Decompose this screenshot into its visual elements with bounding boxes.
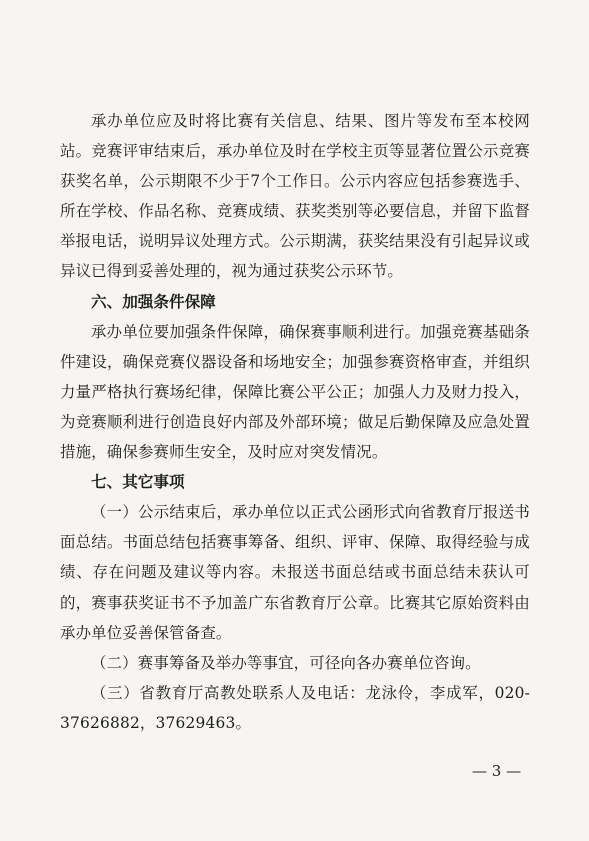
paragraph-contacts: （三）省教育厅高教处联系人及电话：龙泳伶，李成军，020-37626882，37629463。 <box>60 683 530 732</box>
heading-section-7: 七、其它事项 <box>91 473 185 492</box>
page-number: — 3 — <box>472 762 522 780</box>
paragraph-consultation: （二）赛事筹备及举办等事宜，可径向各办赛单位咨询。 <box>91 653 481 672</box>
paragraph-publicity: 承办单位应及时将比赛有关信息、结果、图片等发布至本校网站。竞赛评审结束后，承办单位及时在学校主页等显著位置公示竞赛获奖名单，公示期限不少于7个工作日。公示内容应包括参赛选手、所在学校、作品名称、竞赛成绩、获奖类别等必要信息，并留下监督举报电话，说明异议处理方式。公示期满，获奖结果没有引起异议或异议已得到妥善处理的，视为通过获奖公示环节。 <box>60 112 530 281</box>
paragraph-conditions: 承办单位要加强条件保障，确保赛事顺利进行。加强竞赛基础条件建设，确保竞赛仪器设备和场地安全；加强参赛资格审查，并组织力量严格执行赛场纪律，保障比赛公平公正；加强人力及财力投入，为竞赛顺利进行创造良好内部及外部环境；做足后勤保障及应急处置措施，确保参赛师生安全，及时应对突发情况。 <box>60 322 530 462</box>
heading-section-6: 六、加强条件保障 <box>91 292 216 311</box>
document-body <box>60 106 530 738</box>
paragraph-summary-report: （一）公示结束后，承办单位以正式公函形式向省教育厅报送书面总结。书面总结包括赛事筹备、组织、评审、保障、取得经验与成绩、存在问题及建议等内容。未报送书面总结或书面总结未获认可的，赛事获奖证书不予加盖广东省教育厅公章。比赛其它原始资料由承办单位妥善保管备查。 <box>60 503 530 642</box>
